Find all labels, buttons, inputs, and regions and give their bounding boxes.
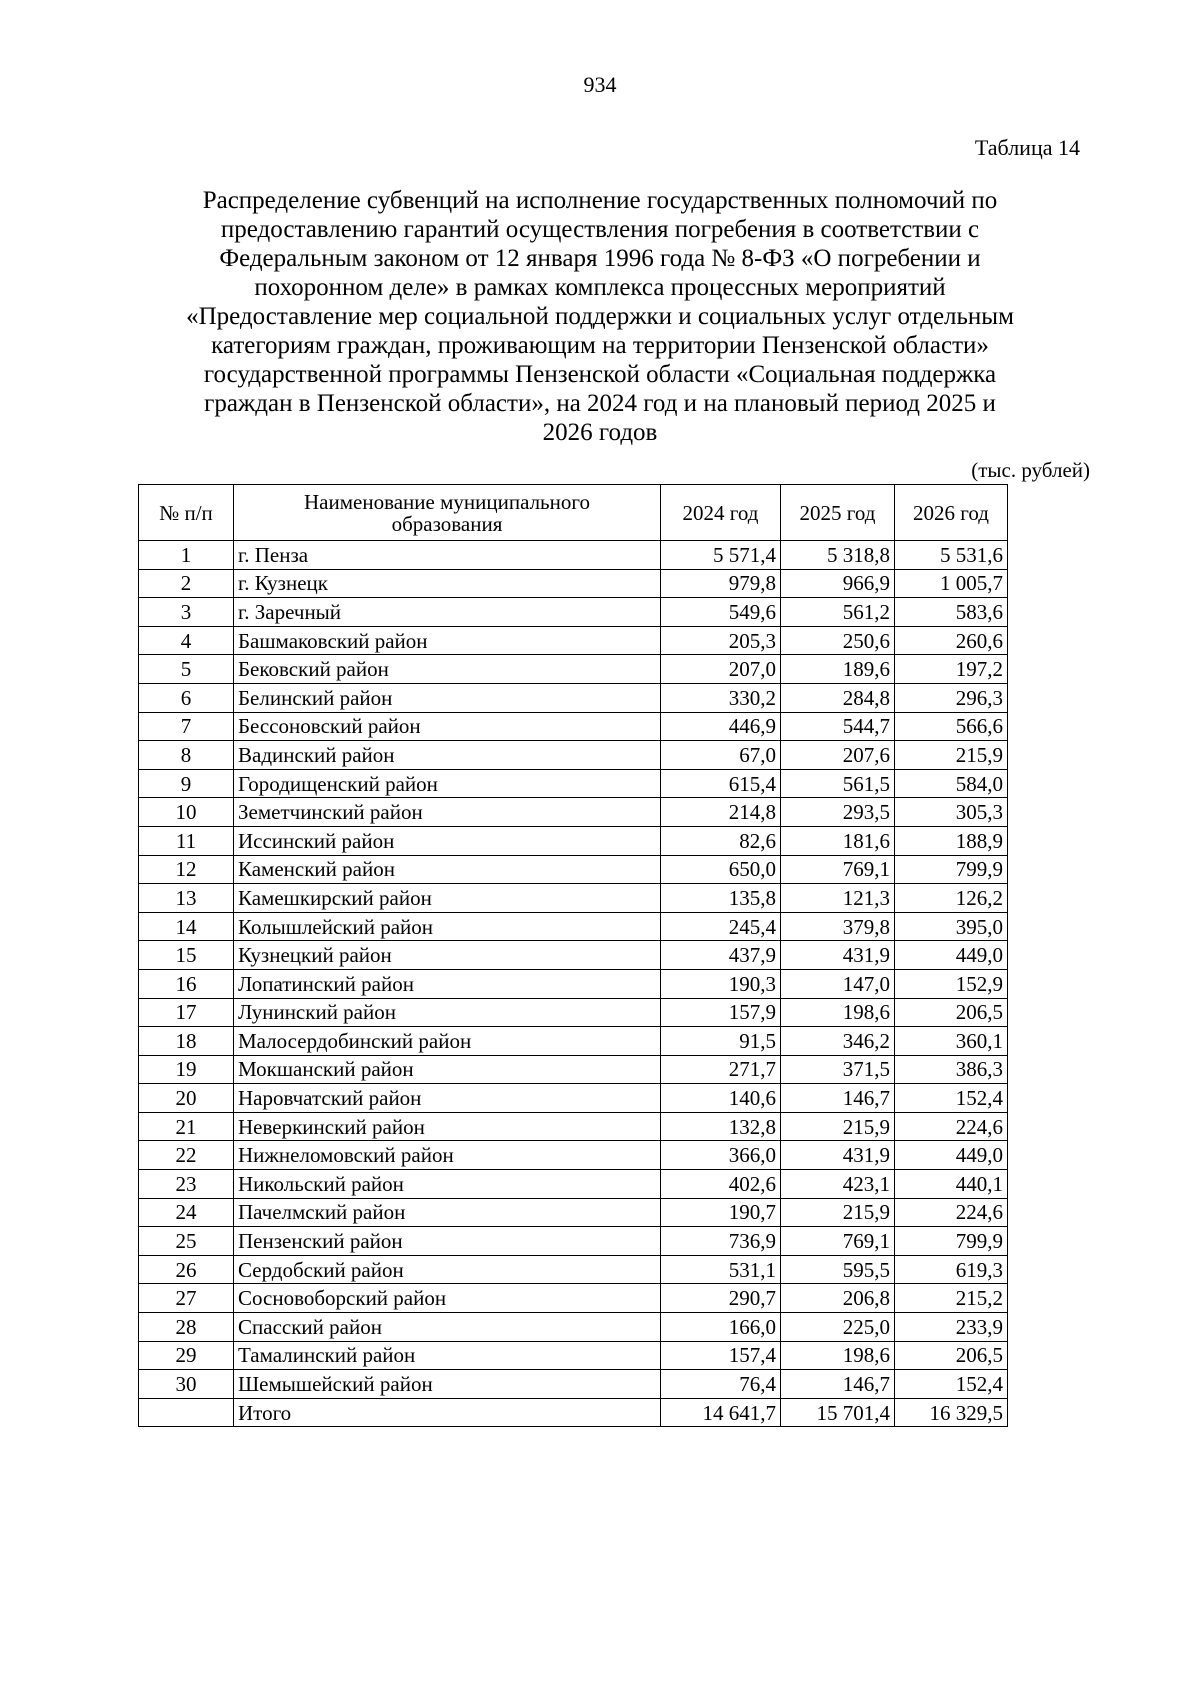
document-title xyxy=(120,186,1080,447)
value-2026: 583,6 xyxy=(895,598,1008,627)
table-row xyxy=(139,683,1008,712)
value-2024: 67,0 xyxy=(661,741,781,770)
total-row xyxy=(139,1398,1008,1427)
row-number: 16 xyxy=(139,969,234,998)
header-2024: 2024 год xyxy=(661,485,781,541)
value-2025: 121,3 xyxy=(781,884,895,913)
row-number: 9 xyxy=(139,769,234,798)
header-municipality xyxy=(234,485,661,541)
row-number: 5 xyxy=(139,655,234,684)
table-row xyxy=(139,941,1008,970)
municipality-name: Наровчатский район xyxy=(234,1084,661,1113)
value-2024: 205,3 xyxy=(661,626,781,655)
value-2026: 395,0 xyxy=(895,912,1008,941)
value-2024: 979,8 xyxy=(661,569,781,598)
value-2024: 190,7 xyxy=(661,1198,781,1227)
value-2026: 126,2 xyxy=(895,884,1008,913)
table-row xyxy=(139,998,1008,1027)
table-row xyxy=(139,569,1008,598)
municipality-name: Земетчинский район xyxy=(234,798,661,827)
value-2024: 166,0 xyxy=(661,1313,781,1342)
table-row xyxy=(139,598,1008,627)
municipality-name: Каменский район xyxy=(234,855,661,884)
value-2025: 5 318,8 xyxy=(781,541,895,570)
subsidies-table xyxy=(138,484,1008,1427)
title-line: государственной программы Пензенской области «Социальная поддержка xyxy=(203,361,997,388)
value-2025: 966,9 xyxy=(781,569,895,598)
row-number: 30 xyxy=(139,1370,234,1399)
value-2025: 284,8 xyxy=(781,683,895,712)
value-2024: 402,6 xyxy=(661,1170,781,1199)
value-2024: 531,1 xyxy=(661,1255,781,1284)
row-number: 2 xyxy=(139,569,234,598)
value-2026: 152,4 xyxy=(895,1084,1008,1113)
row-number: 3 xyxy=(139,598,234,627)
table-label: Таблица 14 xyxy=(974,135,1080,160)
municipality-name: Пензенский район xyxy=(234,1227,661,1256)
municipality-name: Шемышейский район xyxy=(234,1370,661,1399)
value-2024: 736,9 xyxy=(661,1227,781,1256)
row-number: 23 xyxy=(139,1170,234,1199)
value-2025: 544,7 xyxy=(781,712,895,741)
table-row xyxy=(139,741,1008,770)
total-number xyxy=(139,1398,234,1427)
table-row xyxy=(139,655,1008,684)
value-2025: 198,6 xyxy=(781,1341,895,1370)
title-line: предоставлению гарантий осуществления погребения в соответствии с xyxy=(220,216,980,243)
total-label: Итого xyxy=(234,1398,661,1427)
municipality-name: Лопатинский район xyxy=(234,969,661,998)
value-2024: 290,7 xyxy=(661,1284,781,1313)
header-municipality-line: Наименование муниципального xyxy=(304,489,590,514)
municipality-name: Спасский район xyxy=(234,1313,661,1342)
row-number: 21 xyxy=(139,1112,234,1141)
row-number: 29 xyxy=(139,1341,234,1370)
value-2024: 446,9 xyxy=(661,712,781,741)
value-2024: 330,2 xyxy=(661,683,781,712)
value-2025: 769,1 xyxy=(781,855,895,884)
value-2025: 250,6 xyxy=(781,626,895,655)
value-2025: 225,0 xyxy=(781,1313,895,1342)
value-2026: 584,0 xyxy=(895,769,1008,798)
row-number: 4 xyxy=(139,626,234,655)
municipality-name: Бековский район xyxy=(234,655,661,684)
municipality-name: г. Кузнецк xyxy=(234,569,661,598)
municipality-name: Белинский район xyxy=(234,683,661,712)
value-2025: 147,0 xyxy=(781,969,895,998)
value-2025: 215,9 xyxy=(781,1112,895,1141)
table-row xyxy=(139,1141,1008,1170)
municipality-name: г. Пенза xyxy=(234,541,661,570)
value-2025: 595,5 xyxy=(781,1255,895,1284)
table-row xyxy=(139,884,1008,913)
value-2026: 296,3 xyxy=(895,683,1008,712)
value-2025: 431,9 xyxy=(781,1141,895,1170)
row-number: 13 xyxy=(139,884,234,913)
total-2024: 14 641,7 xyxy=(661,1398,781,1427)
value-2024: 549,6 xyxy=(661,598,781,627)
municipality-name: Сосновоборский район xyxy=(234,1284,661,1313)
row-number: 10 xyxy=(139,798,234,827)
value-2024: 615,4 xyxy=(661,769,781,798)
table-row xyxy=(139,1198,1008,1227)
row-number: 15 xyxy=(139,941,234,970)
municipality-name: г. Заречный xyxy=(234,598,661,627)
row-number: 12 xyxy=(139,855,234,884)
value-2025: 146,7 xyxy=(781,1370,895,1399)
value-2026: 305,3 xyxy=(895,798,1008,827)
value-2026: 233,9 xyxy=(895,1313,1008,1342)
header-2026: 2026 год xyxy=(895,485,1008,541)
table-row xyxy=(139,1255,1008,1284)
row-number: 18 xyxy=(139,1027,234,1056)
municipality-name: Городищенский район xyxy=(234,769,661,798)
value-2026: 360,1 xyxy=(895,1027,1008,1056)
value-2026: 619,3 xyxy=(895,1255,1008,1284)
table-row xyxy=(139,769,1008,798)
value-2026: 215,9 xyxy=(895,741,1008,770)
units-label: (тыс. рублей) xyxy=(971,458,1090,482)
municipality-name: Вадинский район xyxy=(234,741,661,770)
value-2024: 157,4 xyxy=(661,1341,781,1370)
page-number: 934 xyxy=(583,72,617,97)
value-2026: 386,3 xyxy=(895,1055,1008,1084)
value-2024: 76,4 xyxy=(661,1370,781,1399)
title-line: Федеральным законом от 12 января 1996 года № 8-ФЗ «О погребении и xyxy=(219,245,981,272)
value-2025: 561,5 xyxy=(781,769,895,798)
value-2026: 197,2 xyxy=(895,655,1008,684)
value-2025: 379,8 xyxy=(781,912,895,941)
title-line: «Предоставление мер социальной поддержки и социальных услуг отдельным xyxy=(186,303,1014,330)
value-2024: 650,0 xyxy=(661,855,781,884)
municipality-name: Пачелмский район xyxy=(234,1198,661,1227)
table-row xyxy=(139,1027,1008,1056)
municipality-name: Камешкирский район xyxy=(234,884,661,913)
value-2024: 132,8 xyxy=(661,1112,781,1141)
value-2024: 91,5 xyxy=(661,1027,781,1056)
row-number: 14 xyxy=(139,912,234,941)
value-2025: 206,8 xyxy=(781,1284,895,1313)
title-line: Распределение субвенций на исполнение государственных полномочий по xyxy=(202,187,998,214)
municipality-name: Малосердобинский район xyxy=(234,1027,661,1056)
value-2024: 140,6 xyxy=(661,1084,781,1113)
municipality-name: Сердобский район xyxy=(234,1255,661,1284)
total-2026: 16 329,5 xyxy=(895,1398,1008,1427)
table-body xyxy=(139,541,1008,1399)
table-row xyxy=(139,855,1008,884)
value-2025: 181,6 xyxy=(781,826,895,855)
row-number: 26 xyxy=(139,1255,234,1284)
value-2025: 189,6 xyxy=(781,655,895,684)
value-2024: 271,7 xyxy=(661,1055,781,1084)
row-number: 28 xyxy=(139,1313,234,1342)
row-number: 11 xyxy=(139,826,234,855)
value-2024: 366,0 xyxy=(661,1141,781,1170)
value-2026: 188,9 xyxy=(895,826,1008,855)
value-2025: 561,2 xyxy=(781,598,895,627)
municipality-name: Тамалинский район xyxy=(234,1341,661,1370)
value-2024: 82,6 xyxy=(661,826,781,855)
row-number: 7 xyxy=(139,712,234,741)
header-municipality-line: образования xyxy=(391,511,503,536)
table-row xyxy=(139,969,1008,998)
value-2026: 206,5 xyxy=(895,1341,1008,1370)
table-row xyxy=(139,1313,1008,1342)
value-2026: 566,6 xyxy=(895,712,1008,741)
row-number: 8 xyxy=(139,741,234,770)
row-number: 24 xyxy=(139,1198,234,1227)
value-2024: 437,9 xyxy=(661,941,781,970)
municipality-name: Кузнецкий район xyxy=(234,941,661,970)
table-row xyxy=(139,712,1008,741)
value-2025: 371,5 xyxy=(781,1055,895,1084)
value-2026: 799,9 xyxy=(895,1227,1008,1256)
table-row xyxy=(139,541,1008,570)
value-2026: 224,6 xyxy=(895,1198,1008,1227)
value-2024: 157,9 xyxy=(661,998,781,1027)
municipality-name: Лунинский район xyxy=(234,998,661,1027)
value-2026: 5 531,6 xyxy=(895,541,1008,570)
municipality-name: Башмаковский район xyxy=(234,626,661,655)
table-row xyxy=(139,1112,1008,1141)
value-2026: 152,4 xyxy=(895,1370,1008,1399)
value-2025: 207,6 xyxy=(781,741,895,770)
value-2026: 152,9 xyxy=(895,969,1008,998)
value-2026: 449,0 xyxy=(895,1141,1008,1170)
municipality-name: Колышлейский район xyxy=(234,912,661,941)
table-row xyxy=(139,1341,1008,1370)
municipality-name: Бессоновский район xyxy=(234,712,661,741)
value-2025: 146,7 xyxy=(781,1084,895,1113)
value-2025: 293,5 xyxy=(781,798,895,827)
table-row xyxy=(139,626,1008,655)
value-2026: 224,6 xyxy=(895,1112,1008,1141)
value-2026: 449,0 xyxy=(895,941,1008,970)
row-number: 22 xyxy=(139,1141,234,1170)
municipality-name: Иссинский район xyxy=(234,826,661,855)
value-2024: 207,0 xyxy=(661,655,781,684)
value-2026: 260,6 xyxy=(895,626,1008,655)
value-2025: 769,1 xyxy=(781,1227,895,1256)
value-2026: 440,1 xyxy=(895,1170,1008,1199)
table-row xyxy=(139,826,1008,855)
header-2025: 2025 год xyxy=(781,485,895,541)
row-number: 6 xyxy=(139,683,234,712)
value-2025: 423,1 xyxy=(781,1170,895,1199)
row-number: 1 xyxy=(139,541,234,570)
value-2024: 245,4 xyxy=(661,912,781,941)
value-2025: 215,9 xyxy=(781,1198,895,1227)
title-line: граждан в Пензенской области», на 2024 год и на плановый период 2025 и xyxy=(204,390,996,417)
table-row xyxy=(139,798,1008,827)
row-number: 27 xyxy=(139,1284,234,1313)
table-row xyxy=(139,1084,1008,1113)
title-line: 2026 годов xyxy=(542,419,658,446)
municipality-name: Мокшанский район xyxy=(234,1055,661,1084)
table-header-row xyxy=(139,485,1008,541)
value-2026: 215,2 xyxy=(895,1284,1008,1313)
value-2025: 198,6 xyxy=(781,998,895,1027)
municipality-name: Нижнеломовский район xyxy=(234,1141,661,1170)
value-2024: 5 571,4 xyxy=(661,541,781,570)
header-number: № п/п xyxy=(139,485,234,541)
table-row xyxy=(139,1284,1008,1313)
title-line: похоронном деле» в рамках комплекса процессных мероприятий xyxy=(254,274,946,301)
row-number: 17 xyxy=(139,998,234,1027)
value-2024: 190,3 xyxy=(661,969,781,998)
row-number: 20 xyxy=(139,1084,234,1113)
row-number: 25 xyxy=(139,1227,234,1256)
value-2025: 431,9 xyxy=(781,941,895,970)
value-2024: 135,8 xyxy=(661,884,781,913)
table-row xyxy=(139,1055,1008,1084)
municipality-name: Никольский район xyxy=(234,1170,661,1199)
table-row xyxy=(139,1370,1008,1399)
municipality-name: Неверкинский район xyxy=(234,1112,661,1141)
value-2024: 214,8 xyxy=(661,798,781,827)
title-line: категориям граждан, проживающим на территории Пензенской области» xyxy=(211,332,989,359)
table-row xyxy=(139,912,1008,941)
value-2026: 799,9 xyxy=(895,855,1008,884)
table-row xyxy=(139,1227,1008,1256)
total-2025: 15 701,4 xyxy=(781,1398,895,1427)
row-number: 19 xyxy=(139,1055,234,1084)
value-2025: 346,2 xyxy=(781,1027,895,1056)
value-2026: 206,5 xyxy=(895,998,1008,1027)
table-row xyxy=(139,1170,1008,1199)
value-2026: 1 005,7 xyxy=(895,569,1008,598)
